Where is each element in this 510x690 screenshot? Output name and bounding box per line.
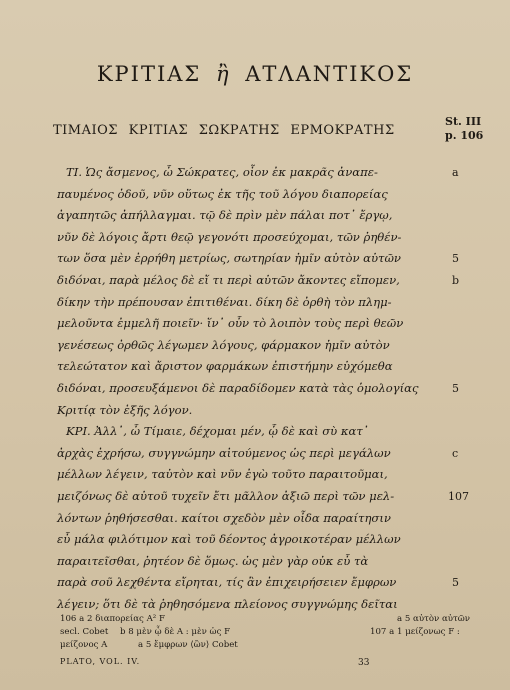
apparatus-entry: secl. Cobet (60, 627, 109, 637)
margin-marker: c (452, 446, 459, 460)
page-title (0, 62, 510, 86)
title-conjunction: ἢ (215, 62, 231, 86)
text-line: μειζόνως δὲ αὐτοῦ τυχεῖν ἔτι μᾶλλον ἀξιῶ περὶ τῶν μελ- (57, 489, 395, 503)
text-line: τελεώτατον καὶ ἄριστον φαρμάκων ἐπιστήμην εὐχόμεθα (57, 359, 393, 374)
stephanus-reference (445, 115, 483, 143)
apparatus-entry: b 8 μὲν ᾧ δὲ A : μὲν ὡς F (120, 627, 231, 637)
margin-marker: 5 (452, 252, 459, 266)
text-line: εὖ μάλα φιλότιμον καὶ τοῦ δέοντος ἀγροικοτέραν μέλλων (57, 532, 401, 547)
text-line: διδόναι, παρὰ μέλος δὲ εἴ τι περὶ αὐτῶν ἄκοντες εἴπομεν, (57, 273, 400, 287)
text-line: παραιτεῖσθαι, ῥητέον δὲ ὅμως. ὡς μὲν γὰρ οὐκ εὖ τὰ (57, 553, 369, 568)
text-line: ἀγαπητῶς ἀπήλλαγμαι. τῷ δὲ πρὶν μὲν πάλαι ποτ᾽ ἔργῳ, (57, 208, 393, 223)
text-line: ΤΙ. Ὡς ἄσμενος, ὦ Σώκρατες, οἷον ἐκ μακρᾶς ἀναπε- (66, 165, 378, 179)
title-main: ΚΡΙΤΙΑΣ (96, 62, 202, 86)
stephanus-volume: St. III (445, 115, 482, 128)
apparatus-entry: 107 a 1 μείζονως F : (370, 627, 460, 637)
apparatus-entry: a 5 αὐτὸν αὐτῶν (397, 614, 470, 624)
dramatis-personae: ΤΙΜΑΙΟΣ ΚΡΙΤΙΑΣ ΣΩΚΡΑΤΗΣ ΕΡΜΟΚΡΑΤΗΣ (53, 123, 395, 138)
text-line: λόντων ῥηθήσεσθαι. καίτοι σχεδὸν μὲν οἶδα παραίτησιν (57, 510, 391, 525)
text-line: λέγειν; ὅτι δὲ τὰ ῥηθησόμενα πλείονος συγγνώμης δεῖται (57, 597, 398, 611)
apparatus-entry: μείζονος A (60, 640, 108, 650)
margin-marker: b (452, 274, 460, 287)
text-line: δίκην τὴν πρέπουσαν ἐπιτιθέναι. δίκη δὲ ὀρθὴ τὸν πλημ- (57, 294, 392, 309)
margin-marker: 107 (448, 490, 469, 503)
text-line: παυμένος ὁδοῦ, νῦν οὕτως ἐκ τῆς τοῦ λόγου διαπορείας (57, 186, 388, 201)
text-line: διδόναι, προσευξάμενοι δὲ παραδίδομεν κατὰ τὰς ὁμολογίας (57, 381, 419, 395)
apparatus-entry: a 5 ἔμφρων ⟨ὢν⟩ Cobet (138, 640, 238, 650)
page-number: 33 (358, 658, 370, 668)
text-line: Κριτίᾳ τὸν ἑξῆς λόγον. (57, 402, 193, 417)
text-line: ΚΡΙ. Ἀλλ᾽, ὦ Τίμαιε, δέχομαι μέν, ᾧ δὲ καὶ σὺ κατ᾽ (66, 424, 369, 439)
margin-marker: 5 (452, 576, 459, 590)
text-line: των ὅσα μὲν ἐρρήθη μετρίως, σωτηρίαν ἡμῖν αὐτὸν αὐτῶν (57, 251, 401, 266)
text-line: μέλλων λέγειν, ταὐτὸν καὶ νῦν ἐγὼ τοῦτο παραιτοῦμαι, (57, 467, 388, 482)
apparatus-entry: 106 a 2 διαπορείας A² F (60, 614, 165, 624)
volume-footer: PLATO, VOL. IV. (60, 657, 141, 666)
stephanus-page: p. 106 (445, 129, 484, 142)
text-line: νῦν δὲ λόγοις ἄρτι θεῷ γεγονότι προσεύχομαι, τῶν ῥηθέν- (57, 229, 402, 244)
text-line: παρὰ σοῦ λεχθέντα εἴρηται, τίς ἂν ἐπιχειρήσειεν ἔμφρων (57, 575, 397, 590)
margin-marker: 5 (452, 382, 459, 395)
margin-marker: a (452, 166, 459, 179)
text-line: μελοῦντα ἐμμελῆ ποιεῖν· ἵν᾽ οὖν τὸ λοιπὸν τοὺς περὶ θεῶν (57, 316, 404, 331)
text-line: ἀρχὰς ἐχρήσω, συγγνώμην αἰτούμενος ὡς περὶ μεγάλων (57, 445, 391, 460)
text-line: γενέσεως ὀρθῶς λέγωμεν λόγους, φάρμακον ἡμῖν αὐτὸν (57, 337, 390, 352)
title-alternate: ΑΤΛΑΝΤΙΚΟΣ (245, 62, 414, 86)
